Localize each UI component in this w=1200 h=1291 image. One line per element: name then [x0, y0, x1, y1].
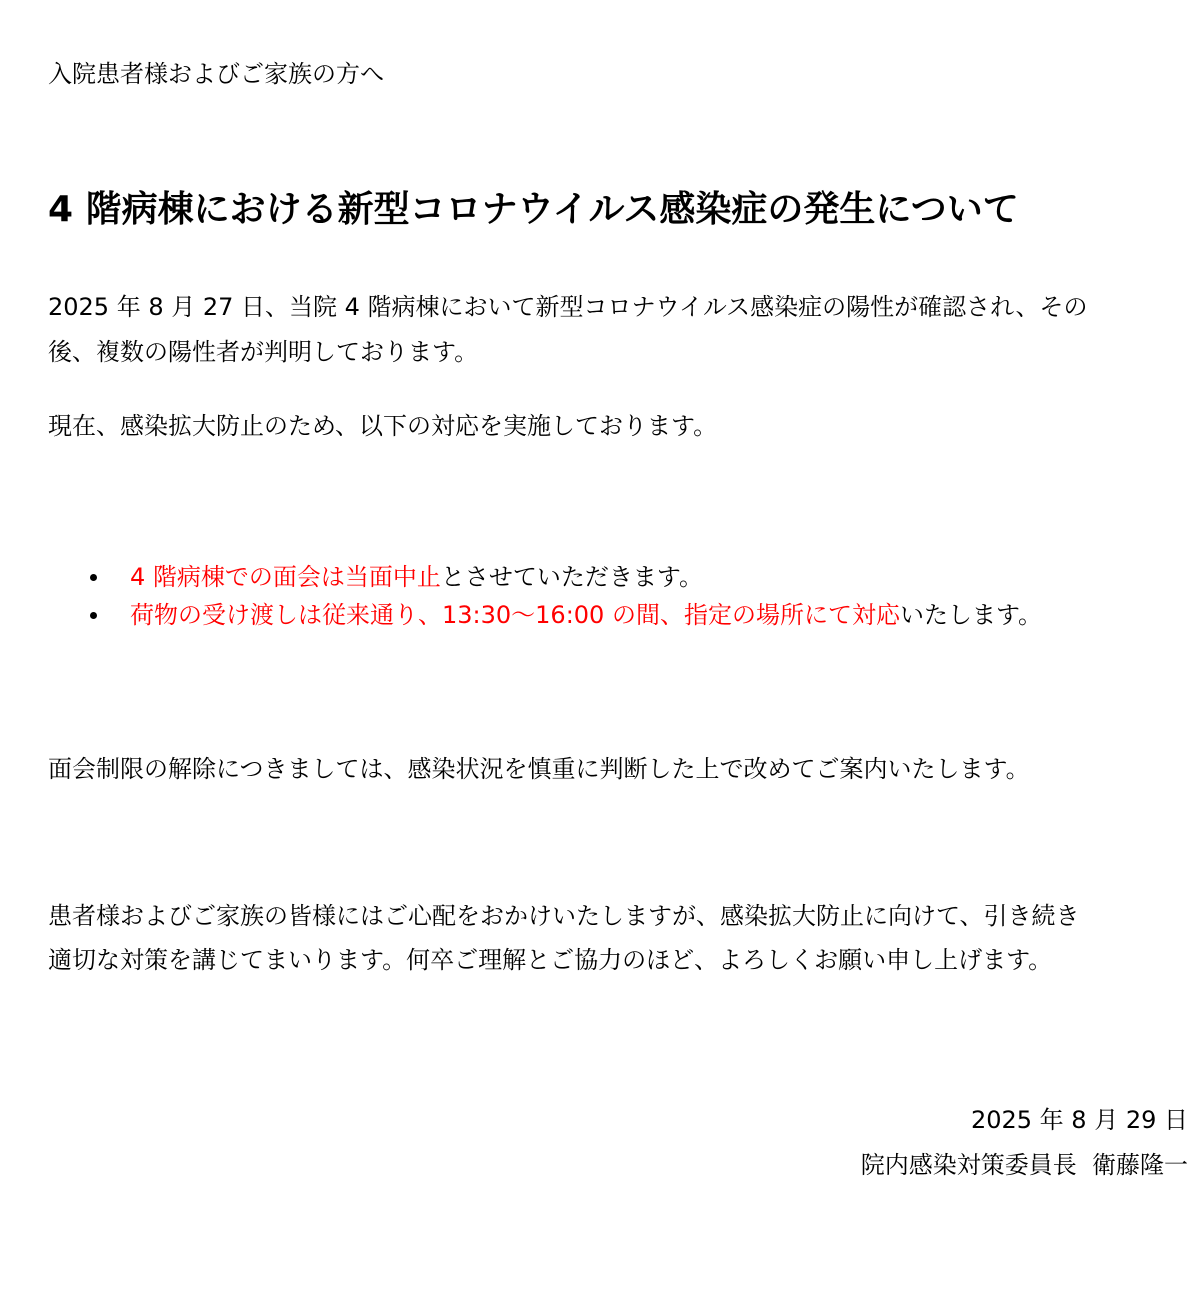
paragraph-1-line-1: 2025 年 8 月 27 日、当院 4 階病棟において新型コロナウイルス感染症の陽性が確認され、その: [48, 293, 1088, 321]
bullet-dot-icon: [90, 612, 97, 619]
list-item-text: [130, 596, 1042, 634]
highlight-text: 荷物の受け渡しは従来通り、13:30〜16:00 の間、指定の場所にて対応: [130, 601, 900, 629]
highlight-text: 4 階病棟での面会は当面中止: [130, 563, 441, 591]
page-title: 4 階病棟における新型コロナウイルス感染症の発生について: [48, 189, 1019, 230]
paragraph-3: 面会制限の解除につきましては、感染状況を慎重に判断した上で改めてご案内いたします。: [48, 755, 1030, 783]
salutation: 入院患者様およびご家族の方へ: [48, 60, 384, 88]
paragraph-4-line-2: 適切な対策を講じてまいります。何卒ご理解とご協力のほど、よろしくお願い申し上げます。: [48, 946, 1053, 974]
issue-date: 2025 年 8 月 29 日: [970, 1106, 1188, 1134]
body-text: いたします。: [899, 601, 1043, 629]
paragraph-2: 現在、感染拡大防止のため、以下の対応を実施しております。: [48, 412, 718, 440]
paragraph-1-line-2: 後、複数の陽性者が判明しております。: [48, 338, 479, 366]
signature: 院内感染対策委員長 衛藤隆一: [860, 1151, 1188, 1179]
paragraph-4-line-1: 患者様およびご家族の皆様にはご心配をおかけいたしますが、感染拡大防止に向けて、引き続き: [48, 902, 1080, 930]
list-item-text: [130, 558, 703, 596]
bullet-dot-icon: [90, 574, 97, 581]
body-text: とさせていただきます。: [440, 563, 703, 591]
